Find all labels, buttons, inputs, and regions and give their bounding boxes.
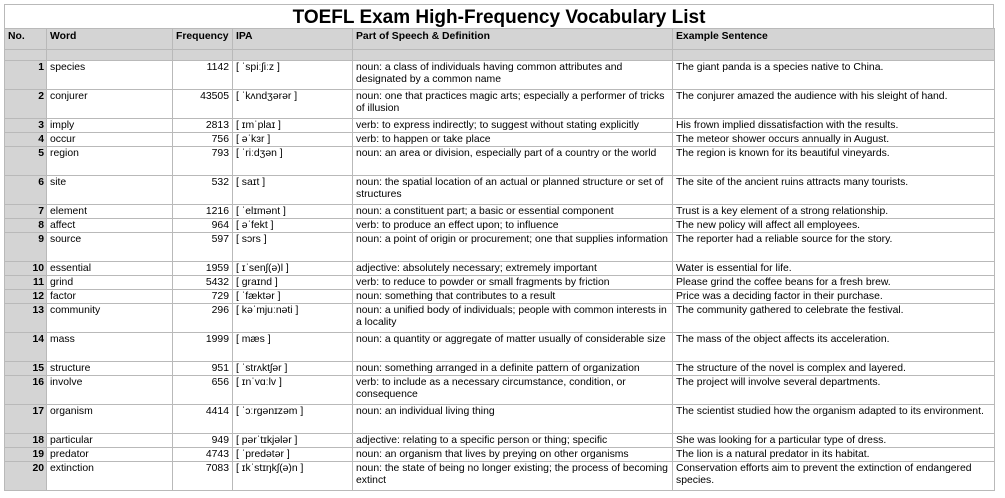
example-cell[interactable]: The structure of the novel is complex and layered. bbox=[673, 362, 995, 376]
word-cell[interactable]: essential bbox=[47, 262, 173, 276]
definition-cell[interactable]: noun: a unified body of individuals; people with common interests in a locality bbox=[353, 304, 673, 333]
row-number-cell[interactable]: 10 bbox=[5, 262, 47, 276]
example-cell[interactable]: The project will involve several departments. bbox=[673, 376, 995, 405]
word-cell[interactable]: mass bbox=[47, 333, 173, 362]
frequency-cell[interactable]: 729 bbox=[173, 290, 233, 304]
word-cell[interactable]: occur bbox=[47, 133, 173, 147]
example-cell[interactable]: The region is known for its beautiful vineyards. bbox=[673, 147, 995, 176]
spacer-cell bbox=[173, 50, 233, 61]
example-cell[interactable]: Conservation efforts aim to prevent the extinction of endangered species. bbox=[673, 462, 995, 491]
example-cell[interactable]: The giant panda is a species native to China. bbox=[673, 61, 995, 90]
table-row bbox=[5, 290, 995, 304]
example-cell[interactable]: Price was a deciding factor in their purchase. bbox=[673, 290, 995, 304]
example-cell[interactable]: The reporter had a reliable source for the story. bbox=[673, 233, 995, 262]
word-cell[interactable]: structure bbox=[47, 362, 173, 376]
table-row bbox=[5, 262, 995, 276]
definition-cell[interactable]: noun: a point of origin or procurement; one that supplies information bbox=[353, 233, 673, 262]
frequency-cell[interactable]: 296 bbox=[173, 304, 233, 333]
definition-cell[interactable]: adjective: relating to a specific person or thing; specific bbox=[353, 434, 673, 448]
ipa-cell[interactable]: [ ˈfæktər ] bbox=[233, 290, 353, 304]
spreadsheet bbox=[4, 4, 994, 491]
ipa-cell[interactable]: [ sɔrs ] bbox=[233, 233, 353, 262]
example-cell[interactable]: His frown implied dissatisfaction with the results. bbox=[673, 119, 995, 133]
example-cell[interactable]: Water is essential for life. bbox=[673, 262, 995, 276]
ipa-cell[interactable]: [ ɪkˈstɪŋkʃ(ə)n ] bbox=[233, 462, 353, 491]
header-example[interactable]: Example Sentence bbox=[673, 29, 995, 50]
ipa-cell[interactable]: [ ɪˈsenʃ(ə)l ] bbox=[233, 262, 353, 276]
word-cell[interactable]: source bbox=[47, 233, 173, 262]
table-row bbox=[5, 333, 995, 362]
header-row bbox=[5, 29, 995, 50]
table-row bbox=[5, 448, 995, 462]
example-cell[interactable]: The community gathered to celebrate the festival. bbox=[673, 304, 995, 333]
example-cell[interactable]: The scientist studied how the organism adapted to its environment. bbox=[673, 405, 995, 434]
row-number-cell[interactable]: 1 bbox=[5, 61, 47, 90]
table-row bbox=[5, 376, 995, 405]
definition-cell[interactable]: noun: the spatial location of an actual or planned structure or set of structures bbox=[353, 176, 673, 205]
word-cell[interactable]: grind bbox=[47, 276, 173, 290]
row-number-cell[interactable]: 7 bbox=[5, 205, 47, 219]
example-cell[interactable]: Please grind the coffee beans for a fresh brew. bbox=[673, 276, 995, 290]
frequency-cell[interactable]: 656 bbox=[173, 376, 233, 405]
frequency-cell[interactable]: 951 bbox=[173, 362, 233, 376]
ipa-cell[interactable]: [ əˈfekt ] bbox=[233, 219, 353, 233]
frequency-cell[interactable]: 532 bbox=[173, 176, 233, 205]
header-no[interactable]: No. bbox=[5, 29, 47, 50]
row-number-cell[interactable]: 11 bbox=[5, 276, 47, 290]
definition-cell[interactable]: noun: a constituent part; a basic or essential component bbox=[353, 205, 673, 219]
row-number-cell[interactable]: 18 bbox=[5, 434, 47, 448]
table-body bbox=[5, 61, 995, 491]
example-cell[interactable]: Trust is a key element of a strong relationship. bbox=[673, 205, 995, 219]
table-row bbox=[5, 405, 995, 434]
frequency-cell[interactable]: 5432 bbox=[173, 276, 233, 290]
header-word[interactable]: Word bbox=[47, 29, 173, 50]
table-row bbox=[5, 90, 995, 119]
row-number-cell[interactable]: 16 bbox=[5, 376, 47, 405]
frequency-cell[interactable]: 7083 bbox=[173, 462, 233, 491]
header-definition[interactable]: Part of Speech & Definition bbox=[353, 29, 673, 50]
frequency-cell[interactable]: 43505 bbox=[173, 90, 233, 119]
definition-cell[interactable]: noun: an individual living thing bbox=[353, 405, 673, 434]
frequency-cell[interactable]: 1142 bbox=[173, 61, 233, 90]
row-number-cell[interactable]: 3 bbox=[5, 119, 47, 133]
row-number-cell[interactable]: 19 bbox=[5, 448, 47, 462]
word-cell[interactable]: species bbox=[47, 61, 173, 90]
table-row bbox=[5, 304, 995, 333]
table-row bbox=[5, 434, 995, 448]
frequency-cell[interactable]: 756 bbox=[173, 133, 233, 147]
ipa-cell[interactable]: [ ɪmˈplaɪ ] bbox=[233, 119, 353, 133]
word-cell[interactable]: conjurer bbox=[47, 90, 173, 119]
ipa-cell[interactable]: [ ˈspiːʃiːz ] bbox=[233, 61, 353, 90]
definition-cell[interactable]: noun: one that practices magic arts; especially a performer of tricks of illusion bbox=[353, 90, 673, 119]
row-number-cell[interactable]: 2 bbox=[5, 90, 47, 119]
row-number-cell[interactable]: 15 bbox=[5, 362, 47, 376]
ipa-cell[interactable]: [ ˈpredətər ] bbox=[233, 448, 353, 462]
table-row bbox=[5, 147, 995, 176]
row-number-cell[interactable]: 12 bbox=[5, 290, 47, 304]
example-cell[interactable]: The lion is a natural predator in its habitat. bbox=[673, 448, 995, 462]
definition-cell[interactable]: noun: a quantity or aggregate of matter usually of considerable size bbox=[353, 333, 673, 362]
table-row bbox=[5, 133, 995, 147]
word-cell[interactable]: predator bbox=[47, 448, 173, 462]
frequency-cell[interactable]: 793 bbox=[173, 147, 233, 176]
table-row bbox=[5, 176, 995, 205]
example-cell[interactable]: The meteor shower occurs annually in August. bbox=[673, 133, 995, 147]
definition-cell[interactable]: verb: to happen or take place bbox=[353, 133, 673, 147]
frequency-cell[interactable]: 964 bbox=[173, 219, 233, 233]
vocabulary-table bbox=[4, 28, 995, 491]
ipa-cell[interactable]: [ ˈstrʌktʃər ] bbox=[233, 362, 353, 376]
ipa-cell[interactable]: [ mæs ] bbox=[233, 333, 353, 362]
frequency-cell[interactable]: 4743 bbox=[173, 448, 233, 462]
table-row bbox=[5, 276, 995, 290]
word-cell[interactable]: element bbox=[47, 205, 173, 219]
spacer-cell bbox=[233, 50, 353, 61]
spacer-cell bbox=[5, 50, 47, 61]
table-row bbox=[5, 362, 995, 376]
example-cell[interactable]: The mass of the object affects its acceleration. bbox=[673, 333, 995, 362]
spacer-cell bbox=[673, 50, 995, 61]
ipa-cell[interactable]: [ ˈkʌndʒərər ] bbox=[233, 90, 353, 119]
word-cell[interactable]: extinction bbox=[47, 462, 173, 491]
ipa-cell[interactable]: [ ɪnˈvɑːlv ] bbox=[233, 376, 353, 405]
row-number-cell[interactable]: 17 bbox=[5, 405, 47, 434]
word-cell[interactable]: community bbox=[47, 304, 173, 333]
table-row bbox=[5, 462, 995, 491]
word-cell[interactable]: region bbox=[47, 147, 173, 176]
table-row bbox=[5, 205, 995, 219]
ipa-cell[interactable]: [ ˈriːdʒən ] bbox=[233, 147, 353, 176]
definition-cell[interactable]: noun: the state of being no longer existing; the process of becoming extinct bbox=[353, 462, 673, 491]
definition-cell[interactable]: noun: something that contributes to a result bbox=[353, 290, 673, 304]
sheet-title: TOEFL Exam High-Frequency Vocabulary List bbox=[4, 4, 994, 28]
frequency-cell[interactable]: 2813 bbox=[173, 119, 233, 133]
definition-cell[interactable]: noun: something arranged in a definite pattern of organization bbox=[353, 362, 673, 376]
word-cell[interactable]: imply bbox=[47, 119, 173, 133]
row-number-cell[interactable]: 20 bbox=[5, 462, 47, 491]
definition-cell[interactable]: verb: to include as a necessary circumstance, condition, or consequence bbox=[353, 376, 673, 405]
row-number-cell[interactable]: 9 bbox=[5, 233, 47, 262]
word-cell[interactable]: involve bbox=[47, 376, 173, 405]
ipa-cell[interactable]: [ pərˈtɪkjələr ] bbox=[233, 434, 353, 448]
row-number-cell[interactable]: 4 bbox=[5, 133, 47, 147]
frequency-cell[interactable]: 1216 bbox=[173, 205, 233, 219]
table-row bbox=[5, 119, 995, 133]
table-row bbox=[5, 61, 995, 90]
example-cell[interactable]: The site of the ancient ruins attracts many tourists. bbox=[673, 176, 995, 205]
table-row bbox=[5, 219, 995, 233]
row-number-cell[interactable]: 6 bbox=[5, 176, 47, 205]
definition-cell[interactable]: noun: an area or division, especially part of a country or the world bbox=[353, 147, 673, 176]
word-cell[interactable]: particular bbox=[47, 434, 173, 448]
table-row bbox=[5, 233, 995, 262]
row-number-cell[interactable]: 8 bbox=[5, 219, 47, 233]
header-ipa[interactable]: IPA bbox=[233, 29, 353, 50]
example-cell[interactable]: She was looking for a particular type of dress. bbox=[673, 434, 995, 448]
frequency-cell[interactable]: 597 bbox=[173, 233, 233, 262]
spacer-cell bbox=[353, 50, 673, 61]
definition-cell[interactable]: verb: to produce an effect upon; to influence bbox=[353, 219, 673, 233]
row-number-cell[interactable]: 14 bbox=[5, 333, 47, 362]
frequency-cell[interactable]: 1999 bbox=[173, 333, 233, 362]
definition-cell[interactable]: verb: to reduce to powder or small fragments by friction bbox=[353, 276, 673, 290]
ipa-cell[interactable]: [ saɪt ] bbox=[233, 176, 353, 205]
frequency-cell[interactable]: 949 bbox=[173, 434, 233, 448]
frequency-cell[interactable]: 4414 bbox=[173, 405, 233, 434]
ipa-cell[interactable]: [ ˈelɪmənt ] bbox=[233, 205, 353, 219]
word-cell[interactable]: factor bbox=[47, 290, 173, 304]
example-cell[interactable]: The conjurer amazed the audience with his sleight of hand. bbox=[673, 90, 995, 119]
spacer-cell bbox=[47, 50, 173, 61]
definition-cell[interactable]: noun: an organism that lives by preying on other organisms bbox=[353, 448, 673, 462]
word-cell[interactable]: organism bbox=[47, 405, 173, 434]
frequency-cell[interactable]: 1959 bbox=[173, 262, 233, 276]
word-cell[interactable]: affect bbox=[47, 219, 173, 233]
definition-cell[interactable]: noun: a class of individuals having common attributes and designated by a common name bbox=[353, 61, 673, 90]
row-number-cell[interactable]: 13 bbox=[5, 304, 47, 333]
ipa-cell[interactable]: [ ˈɔːrɡənɪzəm ] bbox=[233, 405, 353, 434]
row-number-cell[interactable]: 5 bbox=[5, 147, 47, 176]
header-frequency[interactable]: Frequency bbox=[173, 29, 233, 50]
ipa-cell[interactable]: [ əˈkɜr ] bbox=[233, 133, 353, 147]
ipa-cell[interactable]: [ graɪnd ] bbox=[233, 276, 353, 290]
definition-cell[interactable]: adjective: absolutely necessary; extremely important bbox=[353, 262, 673, 276]
example-cell[interactable]: The new policy will affect all employees. bbox=[673, 219, 995, 233]
ipa-cell[interactable]: [ kəˈmjuːnəti ] bbox=[233, 304, 353, 333]
word-cell[interactable]: site bbox=[47, 176, 173, 205]
definition-cell[interactable]: verb: to express indirectly; to suggest without stating explicitly bbox=[353, 119, 673, 133]
header-spacer-row bbox=[5, 50, 995, 61]
